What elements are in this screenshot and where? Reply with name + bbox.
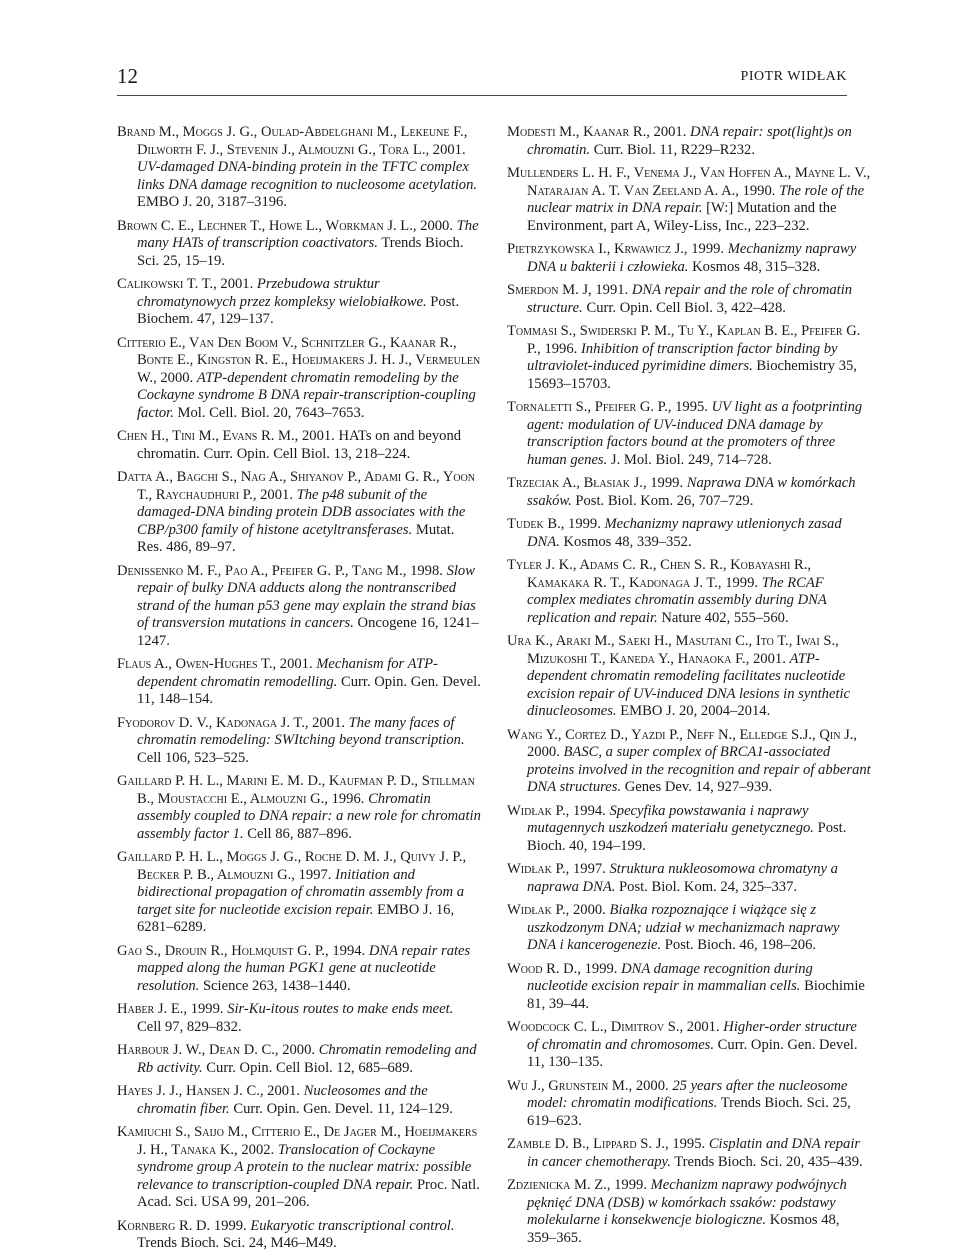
reference-authors: Woodcock C. L., Dimitrov S., bbox=[507, 1019, 684, 1035]
reference-source: Trends Bioch. Sci. 24, M46–M49. bbox=[137, 1235, 337, 1251]
reference-source: Post. Biol. Kom. 24, 325–337. bbox=[615, 878, 798, 895]
reference-source: Science 263, 1438–1440. bbox=[199, 977, 351, 994]
reference-year: 1999. bbox=[187, 1001, 228, 1017]
reference-title: BASC, a super complex of BRCA1-associated proteins involved in the recognition and repair of abberant DNA structures. bbox=[527, 744, 871, 795]
reference-authors: Gao S., Drouin R., Holmquist G. P., bbox=[117, 942, 329, 959]
reference-year: 2000. bbox=[156, 369, 197, 386]
reference-source: Curr. Opin. Gen. Devel. 11, 124–129. bbox=[229, 1100, 453, 1117]
reference-title: DNA repair: spot(light)s on chromatin. bbox=[527, 124, 852, 158]
reference-authors: Tornaletti S., Pfeifer G. P., bbox=[507, 399, 672, 415]
reference-year: 2001. bbox=[683, 1019, 724, 1035]
reference-authors: Brand M., Moggs J. G., Oulad-Abdelghani M., Lekeune F., Dilworth F. J., Stevenin J., Almouzni G., Tora L., bbox=[117, 124, 468, 158]
reference-authors: Haber J. E., bbox=[117, 1001, 188, 1017]
reference-source: Curr. Opin. Gen. Devel. 11, 148–154. bbox=[137, 673, 481, 707]
reference-authors: Tudek B., bbox=[507, 516, 565, 532]
references-column-left bbox=[117, 124, 481, 1259]
reference-entry bbox=[117, 335, 481, 423]
reference-source: EMBO J. 20, 2004–2014. bbox=[616, 703, 771, 719]
reference-year: 1999. bbox=[610, 1177, 651, 1193]
reference-entry bbox=[507, 241, 871, 276]
reference-title: DNA repair and the role of chromatin structure. bbox=[527, 282, 853, 316]
reference-source: Post. Biochem. 47, 129–137. bbox=[137, 293, 460, 327]
reference-source: Curr. Opin. Gen. Devel. 11, 130–135. bbox=[527, 1036, 858, 1070]
reference-entry bbox=[507, 282, 871, 317]
reference-entry bbox=[507, 399, 871, 469]
reference-entry bbox=[507, 1136, 871, 1171]
reference-entry bbox=[117, 1001, 481, 1036]
reference-year: 1994. bbox=[328, 942, 369, 959]
reference-year: 1999. bbox=[687, 241, 728, 257]
reference-entry bbox=[507, 1019, 871, 1072]
reference-year: 2001. bbox=[649, 124, 691, 140]
reference-title: ATP-dependent chromatin remodeling by the Cockayne syndrome B DNA repair-transcription-coupling factor. bbox=[137, 369, 476, 421]
reference-title: The many HATs of transcription coactivators. bbox=[137, 217, 479, 251]
reference-entry bbox=[507, 475, 871, 510]
reference-year: 1996. bbox=[540, 340, 581, 357]
reference-source: Kosmos 48, 359–365. bbox=[527, 1212, 840, 1246]
reference-entry bbox=[507, 727, 871, 797]
reference-source: J. Mol. Biol. 249, 714–728. bbox=[607, 451, 772, 468]
reference-title: Chromatin assembly coupled to DNA repair: a new role for chromatin assembly factor 1. bbox=[137, 790, 481, 842]
reference-year: 1995. bbox=[668, 1136, 709, 1152]
reference-entry bbox=[117, 1124, 481, 1212]
reference-year: 1995. bbox=[671, 399, 712, 415]
reference-title: Higher-order structure of chromatin and chromosomes. bbox=[527, 1019, 857, 1053]
reference-year: 1990. bbox=[738, 182, 780, 199]
reference-title: Translocation of Cockayne syndrome group A protein to the nuclear matrix: possible relevance to transcription-coupled DNA repair. bbox=[137, 1141, 472, 1193]
reference-source: [W:] Mutation and the Environment, part A, Wiley-Liss, Inc., 223–232. bbox=[527, 200, 837, 234]
reference-source: Kosmos 48, 315–328. bbox=[688, 258, 821, 275]
reference-title: The p48 subunit of the damaged-DNA binding protein DDB associates with the CBP/p300 family of histone acetyltransferases. bbox=[137, 486, 466, 538]
reference-authors: Tyler J. K., Adams C. R., Chen S. R., Kobayashi R., Kamakaka R. T., Kadonaga J. T., bbox=[507, 557, 812, 591]
reference-year: 2000. bbox=[569, 902, 610, 918]
reference-source: Cell 97, 829–832. bbox=[137, 1018, 242, 1035]
reference-title: Przebudowa struktur chromatynowych przez kompleksy wielobiałkowe. bbox=[137, 276, 427, 310]
reference-title: Mechanism for ATP-dependent chromatin remodelling. bbox=[137, 656, 438, 690]
reference-year: 2001. bbox=[263, 1083, 304, 1099]
reference-authors: Widłak P., bbox=[507, 902, 570, 918]
reference-entry bbox=[117, 469, 481, 557]
reference-entry bbox=[117, 849, 481, 937]
reference-year: 2000. bbox=[527, 744, 564, 760]
reference-authors: Pietrzykowska I., Krwawicz J., bbox=[507, 241, 688, 257]
reference-source: Curr. Opin. Cell Biol. 12, 685–689. bbox=[202, 1059, 414, 1076]
reference-entry bbox=[507, 803, 871, 856]
reference-source: Proc. Natl. Acad. Sci. USA 99, 201–206. bbox=[137, 1176, 480, 1210]
reference-authors: Calikowski T. T., bbox=[117, 276, 217, 292]
reference-source: Trends Bioch. Sci. 25, 15–19. bbox=[137, 235, 464, 269]
reference-entry bbox=[117, 715, 481, 768]
reference-source: Trends Bioch. Sci. 25, 619–623. bbox=[527, 1095, 851, 1129]
reference-authors: Citterio E., Van Den Boom V., Schnitzler G., Kaanar R., Bonte E., Kingston R. E., Hoeijmakers J. H. J., Vermeulen W., bbox=[117, 334, 481, 386]
reference-authors: Modesti M., Kaanar R., bbox=[507, 124, 650, 140]
reference-year: 2001. bbox=[256, 486, 297, 503]
reference-authors: Tommasi S., Swiderski P. M., Tu Y., Kaplan B. E., Pfeifer G. P., bbox=[507, 323, 861, 357]
reference-entry bbox=[117, 276, 481, 329]
reference-year: 2001. bbox=[216, 276, 257, 292]
reference-entry bbox=[507, 516, 871, 551]
reference-entry bbox=[117, 1042, 481, 1077]
reference-entry bbox=[507, 165, 871, 235]
reference-authors: Harbour J. W., Dean D. C., bbox=[117, 1042, 279, 1058]
reference-source: Cell 106, 523–525. bbox=[137, 749, 249, 766]
reference-entry bbox=[507, 124, 871, 159]
reference-title: 25 years after the nucleosome model: chromatin modifications. bbox=[527, 1077, 848, 1111]
reference-source: Biochimie 81, 39–44. bbox=[527, 978, 865, 1012]
header-rule bbox=[117, 95, 847, 96]
reference-authors: Smerdon M. J, bbox=[507, 282, 592, 298]
reference-entry bbox=[507, 902, 871, 955]
reference-source: Trends Bioch. Sci. 20, 435–439. bbox=[670, 1153, 863, 1170]
reference-year: 2000. bbox=[632, 1077, 673, 1094]
reference-title: Eukaryotic transcriptional control. bbox=[250, 1217, 455, 1234]
reference-year: 2001. bbox=[276, 656, 317, 672]
reference-source: Mutat. Res. 486, 89–97. bbox=[137, 521, 455, 555]
reference-source: HATs on and beyond chromatin. Curr. Opin. Cell Biol. 13, 218–224. bbox=[137, 428, 462, 462]
reference-authors: Widłak P., bbox=[507, 861, 570, 877]
reference-entry bbox=[117, 773, 481, 843]
reference-source: Oncogene 16, 1241–1247. bbox=[137, 615, 479, 649]
reference-entry bbox=[507, 1177, 871, 1247]
reference-entry bbox=[117, 656, 481, 709]
reference-entry bbox=[117, 1218, 481, 1253]
reference-title: The RCAF complex mediates chromatin assembly during DNA replication and repair. bbox=[527, 574, 827, 626]
reference-title: Initiation and bidirectional propagation of chromatin assembly from a target site for nucleotide excision repair. bbox=[137, 866, 464, 918]
reference-authors: Trzeciak A., Błasiak J., bbox=[507, 475, 647, 491]
reference-title: DNA damage recognition during nucleotide excision repair in mammalian cells. bbox=[527, 960, 813, 994]
reference-year: 2001. bbox=[749, 650, 790, 667]
reference-authors: Zamble D. B., Lippard S. J., bbox=[507, 1136, 669, 1152]
reference-authors: Hayes J. J., Hansen J. C., bbox=[117, 1083, 264, 1099]
reference-title: Struktura nukleosomowa chromatyny a naprawa DNA. bbox=[527, 861, 838, 895]
page-number: 12 bbox=[117, 64, 138, 88]
reference-entry bbox=[507, 557, 871, 627]
reference-year: 2001. bbox=[429, 141, 466, 158]
reference-entry bbox=[117, 563, 481, 651]
reference-source: Genes Dev. 14, 927–939. bbox=[621, 779, 773, 795]
reference-source: Post. Bioch. 46, 198–206. bbox=[661, 937, 817, 953]
reference-entry bbox=[507, 323, 871, 393]
reference-title: Naprawa DNA w komórkach ssaków. bbox=[527, 475, 856, 509]
reference-entry bbox=[507, 861, 871, 896]
reference-source: EMBO J. 16, 6281–6289. bbox=[137, 901, 455, 935]
reference-source: Mol. Cell. Biol. 20, 7643–7653. bbox=[173, 404, 365, 421]
reference-authors: Gaillard P. H. L., Moggs J. G., Roche D. M. J., Quivy J. P., Becker P. B., Almouzni G., bbox=[117, 849, 467, 883]
reference-title: ATP-dependent chromatin remodeling facilitates nucleotide excision repair of UV-induced DNA lesions in synthetic dinucleosomes. bbox=[527, 650, 851, 719]
reference-title: Mechanizmy naprawy utlenionych zasad DNA. bbox=[527, 516, 842, 550]
reference-year: 1996. bbox=[327, 790, 369, 807]
reference-title: Białka rozpoznające i wiążące się z uszkodzonym DNA; udział w mechanizmach naprawy DNA i kancerogenezie. bbox=[527, 902, 840, 953]
reference-entry bbox=[507, 1078, 871, 1131]
reference-title: UV-damaged DNA-binding protein in the TFTC complex links DNA damage recognition to nucleosome acetylation. bbox=[137, 159, 478, 193]
reference-title: Slow repair of bulky DNA adducts along the nontranscribed strand of the human p53 gene may explain the strand bias of transversion mutations in cancers. bbox=[137, 562, 476, 631]
reference-entry bbox=[117, 124, 481, 212]
reference-authors: Chen H., Tini M., Evans R. M., bbox=[117, 428, 299, 444]
reference-authors: Widłak P., bbox=[507, 802, 570, 819]
reference-authors: Mullenders L. H. F., Venema J., Van Hoffen A., Mayne L. V., Natarajan A. T. Van Zeeland A. A., bbox=[507, 165, 871, 199]
reference-year: 2000. bbox=[278, 1042, 319, 1058]
reference-year: 2001. bbox=[298, 428, 339, 444]
reference-year: 1991. bbox=[591, 282, 632, 298]
reference-title: Mechanizm naprawy podwójnych pęknięć DNA (DSB) w komórkach ssaków: podstawy molekularne i konsekwencje biologiczne. bbox=[527, 1177, 847, 1228]
reference-entry bbox=[507, 961, 871, 1014]
reference-authors: Datta A., Bagchi S., Nag A., Shiyanov P., Adami G. R., Yoon T., Raychaudhuri P., bbox=[117, 469, 476, 503]
reference-authors: Zdzienicka M. Z., bbox=[507, 1177, 611, 1193]
reference-authors: Fyodorov D. V., Kadonaga J. T., bbox=[117, 714, 309, 731]
reference-title: Chromatin remodeling and Rb activity. bbox=[137, 1042, 477, 1076]
reference-entry bbox=[117, 428, 481, 463]
reference-year: 2001. bbox=[308, 714, 349, 731]
reference-title: The many faces of chromatin remodeling: SWItching beyond transcription. bbox=[137, 714, 465, 748]
reference-year: 1999. bbox=[564, 516, 605, 532]
reference-title: Inhibition of transcription factor binding by ultraviolet-induced pyrimidine dimers. bbox=[527, 340, 838, 374]
reference-source: Kosmos 48, 339–352. bbox=[559, 533, 692, 550]
reference-title: The role of the nuclear matrix in DNA repair. bbox=[527, 182, 865, 216]
reference-authors: Denissenko M. F., Pao A., Pfeifer G. P., Tang M., bbox=[117, 562, 407, 579]
reference-authors: Flaus A., Owen-Hughes T., bbox=[117, 656, 277, 672]
references-column-right bbox=[507, 124, 871, 1253]
running-head: PIOTR WIDŁAK bbox=[740, 69, 847, 84]
reference-authors: Brown C. E., Lechner T., Howe L., Workman J. L., bbox=[117, 217, 417, 234]
reference-year: 2000. bbox=[416, 217, 457, 234]
reference-year: 1997. bbox=[569, 861, 610, 877]
reference-entry bbox=[117, 1083, 481, 1118]
reference-title: DNA repair rates mapped along the human PGK1 gene at nucleotide resolution. bbox=[137, 942, 471, 994]
page-header bbox=[117, 64, 847, 94]
reference-source: Post. Bioch. 40, 194–199. bbox=[527, 820, 847, 854]
reference-entry bbox=[117, 943, 481, 996]
reference-source: Nature 402, 555–560. bbox=[657, 609, 789, 626]
reference-year: 1999. bbox=[580, 960, 622, 977]
reference-title: UV light as a footprinting agent: modulation of UV-induced DNA damage by transcription factors bound at the promoters of three human genes. bbox=[527, 399, 863, 468]
reference-authors: Wood R. D., bbox=[507, 960, 581, 977]
reference-title: Sir-Ku-itous routes to make ends meet. bbox=[227, 1001, 454, 1017]
reference-entry bbox=[507, 633, 871, 721]
reference-title: Cisplatin and DNA repair in cancer chemotherapy. bbox=[527, 1136, 861, 1170]
reference-title: Mechanizmy naprawy DNA u bakterii i człowieka. bbox=[527, 241, 857, 275]
reference-year: 1997. bbox=[294, 866, 336, 883]
reference-year: 1994. bbox=[569, 802, 610, 819]
reference-authors: Kamiuchi S., Saijo M., Citterio E., De Jager M., Hoeijmakers J. H., Tanaka K., bbox=[117, 1124, 478, 1158]
reference-source: Curr. Biol. 11, R229–R232. bbox=[590, 141, 755, 158]
reference-source: EMBO J. 20, 3187–3196. bbox=[137, 194, 287, 210]
reference-title: Specyfika powstawania i naprawy mutagennych uszkodzeń materiału genetycznego. bbox=[527, 802, 814, 836]
reference-year: 1999. bbox=[721, 574, 762, 591]
reference-source: Post. Biol. Kom. 26, 707–729. bbox=[571, 492, 754, 509]
reference-year: 2002. bbox=[237, 1141, 278, 1158]
reference-title: Nucleosomes and the chromatin fiber. bbox=[137, 1083, 428, 1117]
reference-authors: Gaillard P. H. L., Marini E. M. D., Kaufman P. D., Stillman B., Moustacchi E., Almouzni G., bbox=[117, 773, 475, 807]
reference-source: Curr. Opin. Cell Biol. 3, 422–428. bbox=[582, 299, 786, 316]
reference-year: 1999. bbox=[210, 1217, 251, 1234]
reference-year: 1999. bbox=[646, 475, 687, 491]
reference-authors: Wu J., Grunstein M., bbox=[507, 1077, 633, 1094]
reference-entry bbox=[117, 218, 481, 271]
reference-source: Biochemistry 35, 15693–15703. bbox=[527, 358, 857, 392]
reference-authors: Wang Y., Cortez D., Yazdi P., Neff N., Elledge S.J., Qin J., bbox=[507, 726, 858, 743]
reference-authors: Ura K., Araki M., Saeki H., Masutani C., Ito T., Iwai S., Mizukoshi T., Kaneda Y., Hanaoka F., bbox=[507, 633, 839, 667]
reference-source: Cell 86, 887–896. bbox=[243, 825, 352, 842]
reference-year: 1998. bbox=[406, 562, 447, 579]
reference-authors: Kornberg R. D. bbox=[117, 1217, 211, 1234]
